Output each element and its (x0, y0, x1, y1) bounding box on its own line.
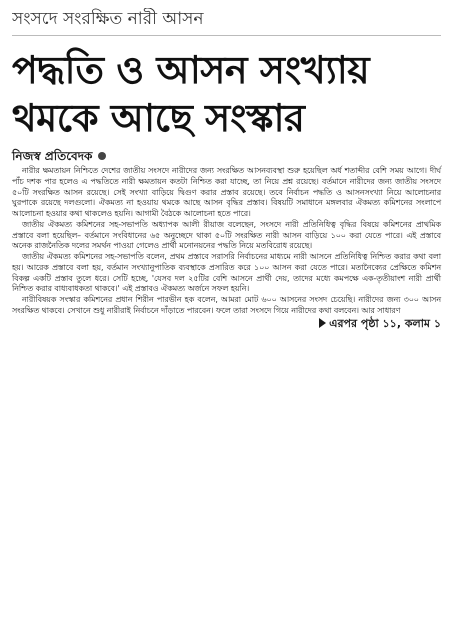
article-byline (12, 148, 441, 164)
byline-text: নিজস্ব প্রতিবেদক (12, 149, 93, 163)
headline-line-2: থমকে আছে সংস্কার (12, 96, 305, 140)
continuation-row (12, 318, 441, 331)
headline-line-1: পদ্ধতি ও আসন সংখ্যায় (12, 48, 370, 92)
article-headline (12, 46, 441, 142)
continued-on-page: এরপর পৃষ্ঠা ১১, কলাম ১ (329, 316, 441, 330)
article-kicker: সংসদে সংরক্ষিত নারী আসন (12, 8, 441, 36)
continue-arrow-icon (319, 318, 326, 328)
last-paragraph-row (12, 295, 441, 317)
paragraph-3: জাতীয় ঐকমত্য কমিশনের সহ-সভাপতি বলেন, প্রথম প্রস্তাবে সরাসরি নির্বাচনের মাধ্যমে নারী আসনে প্রতিনিধিত্ব নিশ্চিত করার কথা বলা হয়। আরেক প্রস্তাবে বলা হয়, বর্তমান সংখ্যানুপাতিক ব্যবস্থাকে প্রসারিত করে ১০০ আসন করা যেতে পারে। মতানৈক্যের প্রেক্ষিতে কমিশন বিকল্প একটি প্রস্তাব তুলে ধরে। সেটি হচ্ছে, 'যেসব দল ২৫টির বেশি আসনে প্রার্থী দেয়, তাদের মধ্যে কমপক্ষে এক-তৃতীয়াংশ নারী প্রার্থী নিশ্চিত করার বাধ্যবাধকতা থাকবে।' এই প্রস্তাবও ঐকমত্য অর্জনে সফল হয়নি। (12, 252, 441, 294)
bullet-dot-icon (98, 152, 106, 160)
paragraph-1: নারীর ক্ষমতায়ন নিশ্চিতে দেশের জাতীয় সংসদে নারীদের জন্য সংরক্ষিত আসনব্যবস্থা শুরু হয়েছিল অর্ধ শতাব্দীর বেশি সময় আগে। দীর্ঘ পাঁচ দশক পার হলেও এ পদ্ধতিতে নারী ক্ষমতায়ন কতটা নিশ্চিত করা যাচ্ছে, তা নিয়ে প্রশ্ন রয়েছে। বর্তমানে নারীদের জন্য জাতীয় সংসদে ৫০টি সংরক্ষিত আসন রয়েছে। সেই সংখ্যা বাড়িয়ে দ্বিগুণ করার প্রস্তাব রয়েছে। তবে নির্বাচন পদ্ধতি ও আসনসংখ্যা নিয়ে আলোচনার ঘুরপাকে রয়েছে দলগুলো। ঐকমত্য না হওয়ায় থমকে আছে আসন বৃদ্ধির প্রস্তাব। বিষয়টি সমাধানে মঙ্গলবার ঐকমত্য কমিশনের সংলাপে আলোচনা হওয়ার কথা থাকলেও হয়নি। আগামী বৈঠকে আলোচনা হতে পারে। (12, 166, 441, 219)
paragraph-2: জাতীয় ঐকমত্য কমিশনের সহ-সভাপতি অধ্যাপক আলী রীয়াজ বলেছেন, সংসদে নারী প্রতিনিধিত্ব বৃদ্ধির বিষয়ে কমিশনের প্রাথমিক প্রস্তাবে বলা হয়েছিল– বর্তমানে সংবিধানের ৬৫ অনুচ্ছেদে থাকা ৫০টি সংরক্ষিত নারী আসন বাড়িয়ে ১০০ করা যেতে পারে। এই প্রস্তাবে অনেক রাজনৈতিক দলের সমর্থন পাওয়া গেলেও প্রার্থী মনোনয়নের পদ্ধতি নিয়ে মতবিরোধ রয়েছে। (12, 219, 441, 251)
article-body (12, 166, 441, 330)
paragraph-4: নারীবিষয়ক সংস্কার কমিশনের প্রধান শিরীন পারভীন হক বলেন, আমরা মোট ৬০০ আসনের সংসদ চেয়েছি। নারীদের জন্য ৩০০ আসন সংরক্ষিত থাকবে। সেখানে শুধু নারীরাই নির্বাচনে দাঁড়াতে পারবেন। ফলে তারা সংসদে গিয়ে নারীদের কথা বলবেন। আর সাধারণ (12, 295, 441, 315)
